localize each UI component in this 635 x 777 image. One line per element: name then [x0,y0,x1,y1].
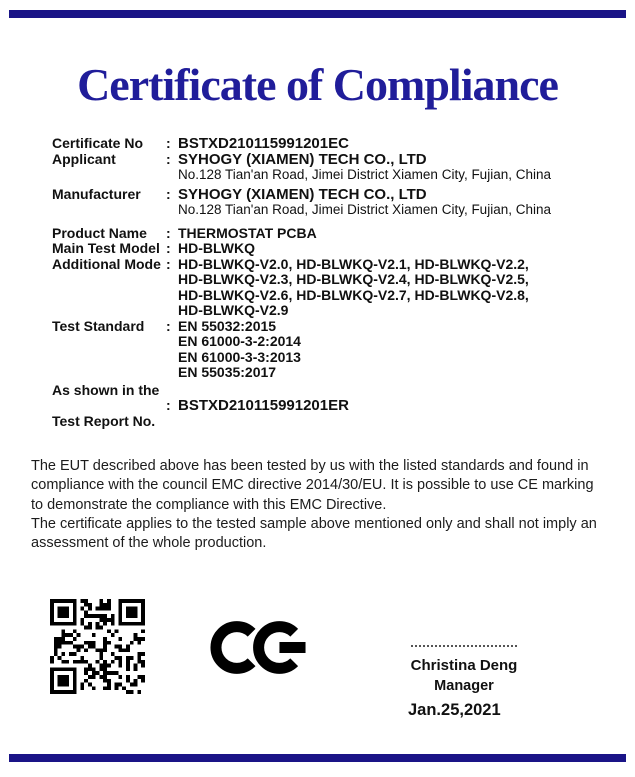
field-value-test-standard-line: EN 55035:2017 [178,364,277,380]
field-value-test-standard-line: EN 61000-3-2:2014 [178,333,301,349]
field-label-main-test-model: Main Test Model [52,240,160,256]
field-row [52,257,551,273]
signature-dotted-line [411,645,517,647]
field-value-additional-mode-line: HD-BLWKQ-V2.9 [178,302,289,318]
field-label-test-standard: Test Standard [52,317,145,334]
colon-separator: : [166,397,171,413]
field-label-product-name: Product Name [52,224,147,241]
field-label-certificate-no: Certificate No [52,135,144,151]
signer-name: Christina Deng [410,657,518,674]
field-row [52,398,551,414]
field-row [52,272,551,288]
field-value-applicant: SYHOGY (XIAMEN) TECH CO., LTD [178,150,427,168]
field-value-additional-mode-line: HD-BLWKQ-V2.0, HD-BLWKQ-V2.1, HD-BLWKQ-V2.2, [178,255,529,272]
signer-title: Manager [434,678,494,694]
field-label-test-report-no: Test Report No. [52,412,156,429]
field-row [52,319,551,335]
field-row [52,383,551,399]
field-group-manufacturer [52,187,551,218]
ce-mark-icon [210,612,307,683]
colon-separator: : [166,224,171,241]
colon-separator: : [166,317,171,334]
field-row [52,414,551,430]
field-row [52,187,551,203]
certificate-title: Certificate of Compliance [77,59,558,110]
bottom-border-bar [9,754,626,762]
field-row [52,365,551,381]
signature-block [408,645,520,720]
field-value-test-standard-line: EN 61000-3-3:2013 [178,348,301,365]
colon-separator: : [166,185,171,202]
field-label-additional-mode: Additional Mode [52,255,161,272]
colon-separator: : [166,135,171,151]
field-value-additional-mode-line: HD-BLWKQ-V2.3, HD-BLWKQ-V2.4, HD-BLWKQ-V2.5, [178,271,529,287]
colon-separator: : [166,255,171,272]
field-value-main-test-model: HD-BLWKQ [178,240,255,256]
field-row [52,241,551,257]
colon-separator: : [166,150,171,167]
field-row [52,350,551,366]
field-row [52,226,551,242]
field-group-certificate [52,136,551,183]
field-value-applicant-address: No.128 Tian'an Road, Jimei District Xiamen City, Fujian, China [178,167,551,182]
certificate-fields [52,136,551,429]
colon-separator: : [166,240,171,256]
qr-code [50,599,145,694]
field-value-additional-mode-line: HD-BLWKQ-V2.6, HD-BLWKQ-V2.7, HD-BLWKQ-V2.8, [178,286,529,303]
field-group-test-standard [52,319,551,381]
field-row [52,136,551,152]
field-value-product-name: THERMOSTAT PCBA [178,224,317,241]
field-label-manufacturer: Manufacturer [52,185,141,202]
field-row [52,303,551,319]
field-row [52,202,551,218]
field-group-test-report [52,383,551,430]
field-row [52,152,551,168]
compliance-statement [31,457,601,553]
field-label-applicant: Applicant [52,150,116,167]
field-value-manufacturer: SYHOGY (XIAMEN) TECH CO., LTD [178,185,427,203]
field-value-certificate-no: BSTXD210115991201EC [178,135,349,152]
field-value-test-standard-line: EN 55032:2015 [178,317,277,334]
field-label-as-shown-in-the: As shown in the [52,381,160,398]
statement-paragraph-2: The certificate applies to the tested sample above mentioned only and shall not imply an assessment of the whole production. [31,515,597,552]
top-border-bar [9,10,626,18]
field-group-product [52,226,551,319]
field-value-test-report-no: BSTXD210115991201ER [178,397,349,414]
field-row [52,334,551,350]
field-row [52,167,551,183]
statement-paragraph-1: The EUT described above has been tested by us with the listed standards and found in compliance with the council EMC directive 2014/30/EU. It is possible to use CE marking to demonstrate the compliance with this EMC Directive. [31,458,594,513]
issue-date: Jan.25,2021 [408,701,501,719]
field-row [52,288,551,304]
field-value-manufacturer-address: No.128 Tian'an Road, Jimei District Xiamen City, Fujian, China [178,202,551,217]
